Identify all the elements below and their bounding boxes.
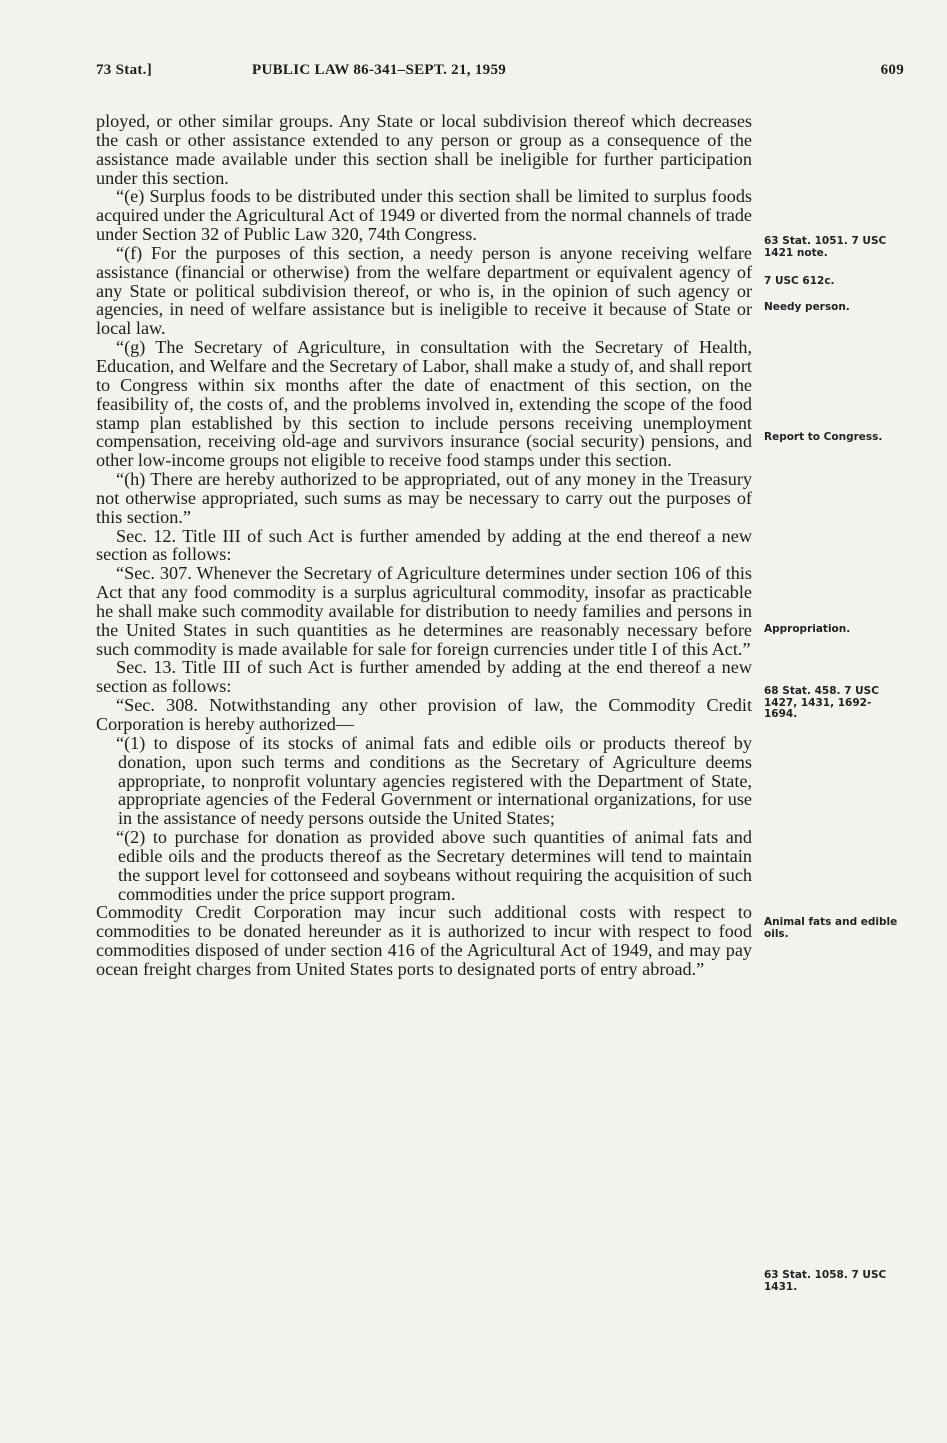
- paragraph-sec-12: Sec. 12. Title III of such Act is further amended by adding at the end thereof a new section as follows:: [96, 525, 752, 565]
- margin-note-appropriation: Appropriation.: [764, 623, 851, 635]
- margin-note-63-stat-1058: 63 Stat. 1058. 7 USC 1431.: [764, 1269, 887, 1293]
- paragraph-e: “(e) Surplus foods to be distributed under this section shall be limited to surplus foods acquired under the Agricultural Act of 1949 or diverted from the normal channels of trade under Section 32 of Public Law 320, 74th Congress.: [96, 186, 752, 245]
- margin-note-needy-person: Needy person.: [764, 301, 850, 313]
- page-number: 609: [880, 62, 904, 78]
- running-header: [96, 62, 904, 86]
- paragraph-308-item-2: “(2) to purchase for donation as provided above such quantities of animal fats and edible oils and the products thereof as the Secretary determines will tend to maintain the support level for cottonseed and soybeans without requiring the acquisition of such commodities under the price support program.: [116, 827, 752, 904]
- paragraph-sec-308: “Sec. 308. Notwithstanding any other provision of law, the Commodity Credit Corporation is hereby authorized—: [96, 695, 752, 734]
- paragraph-sec-307: “Sec. 307. Whenever the Secretary of Agriculture determines under section 106 of this Act that any food commodity is a surplus agricultural commodity, insofar as practicable he shall make such commodity available for distribution to needy families and persons in the United States in such quantities as he determines are reasonably necessary before such commodity is made available for sale for foreign currencies under title I of this Act.”: [96, 563, 752, 659]
- paragraph-f: “(f) For the purposes of this section, a needy person is anyone receiving welfare assistance (financial or otherwise) from the welfare department or equivalent agency of any State or political subdivision thereof, or who is, in the opinion of such agency or agencies, in need of welfare assistance but is ineligible to receive it because of State or local law.: [96, 242, 752, 339]
- margin-note-animal-fats: Animal fats and edible oils.: [764, 916, 898, 940]
- paragraph-continuation: ployed, or other similar groups. Any State or local subdivision thereof which decreases the cash or other assistance extended to any person or group as a consequence of the assistance made available under this section shall be ineligible for further participation under this section.: [96, 111, 752, 188]
- margin-note-63-stat-1051: 63 Stat. 1051. 7 USC 1421 note.: [764, 235, 887, 259]
- page-title: PUBLIC LAW 86-341–SEPT. 21, 1959: [252, 62, 507, 78]
- margin-note-report-to-congress: Report to Congress.: [764, 431, 883, 443]
- body-text: [96, 112, 752, 979]
- statute-citation: 73 Stat.]: [96, 62, 153, 78]
- paragraph-h: “(h) There are hereby authorized to be appropriated, out of any money in the Treasury not otherwise appropriated, such sums as may be necessary to carry out the purposes of this section.”: [96, 469, 752, 527]
- paragraph-sec-13: Sec. 13. Title III of such Act is further amended by adding at the end thereof a new section as follows:: [96, 657, 752, 697]
- paragraph-g: “(g) The Secretary of Agriculture, in consultation with the Secretary of Health, Education, and Welfare and the Secretary of Labor, shall make a study of, and shall report to Congress within six months after the date of enactment of this section, on the feasibility of, the costs of, and the problems involved in, extending the scope of the food stamp plan established by this section to include persons receiving unemployment compensation, receiving old-age and survivors insurance (social security) pensions, and other low-income groups not eligible to receive food stamps under this section.: [96, 337, 752, 471]
- margin-note-7-usc-612c: 7 USC 612c.: [764, 275, 835, 287]
- paragraph-ccc-costs: Commodity Credit Corporation may incur such additional costs with respect to commodities to be donated hereunder as it is authorized to incur with respect to food commodities disposed of under section 416 of the Agricultural Act of 1949, and may pay ocean freight charges from United States ports to designated ports of entry abroad.”: [96, 902, 752, 979]
- margin-note-68-stat-458: 68 Stat. 458. 7 USC 1427, 1431, 1692-1694.: [764, 685, 879, 720]
- paragraph-308-item-1: “(1) to dispose of its stocks of animal fats and edible oils or products thereof by donation, upon such terms and conditions as the Secretary of Agriculture deems appropriate, to nonprofit voluntary agencies registered with the Department of State, appropriate agencies of the Federal Government or international organizations, for use in the assistance of needy persons outside the United States;: [116, 732, 752, 829]
